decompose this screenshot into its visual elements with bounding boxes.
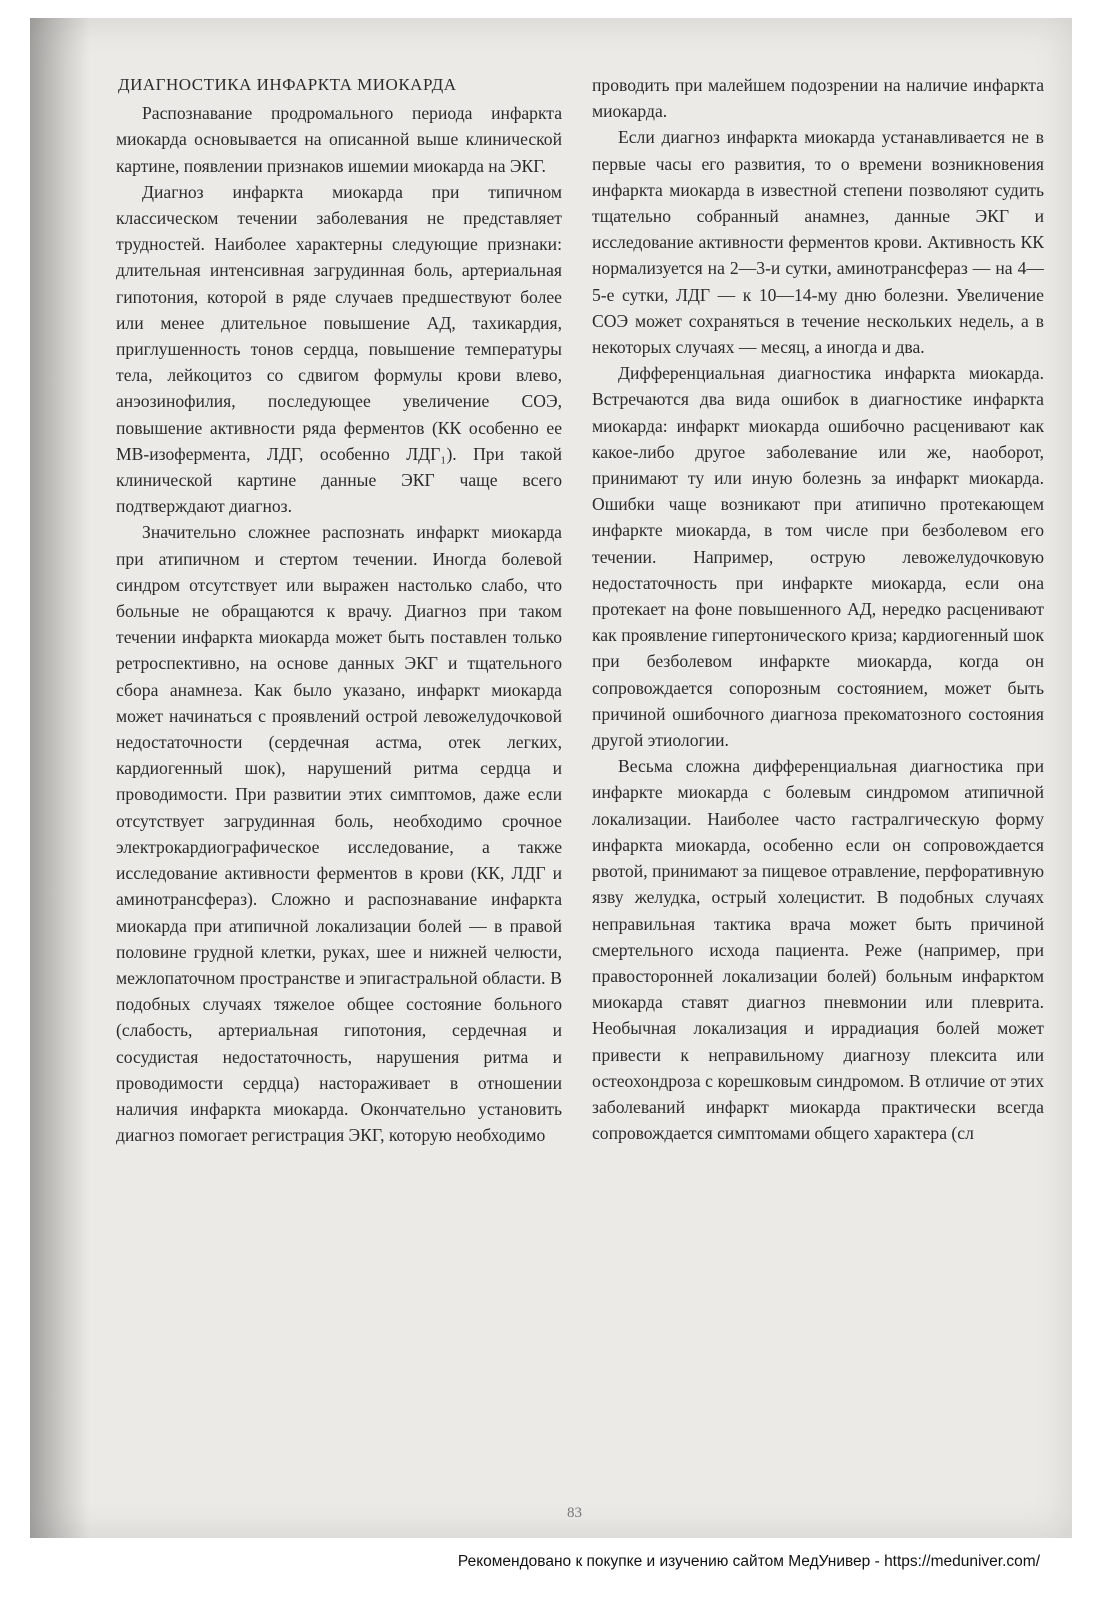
section-heading: ДИАГНОСТИКА ИНФАРКТА МИОКАРДА	[118, 75, 457, 94]
paragraph: Дифференциальная диагностика инфаркта миокарда. Встречаются два вида ошибок в диагностике инфаркта миокарда: инфаркт миокарда ошибочно расценивают как какое-либо другое заболевание или же, наоборот, принимают ту или иную болезнь за инфаркт миокарда. Ошибки чаще возникают при атипично протекающем инфаркте миокарда, в том числе при безболевом его течении. Например, острую левожелудочковую недостаточность при инфаркте миокарда, если она протекает на фоне повышенного АД, нередко расценивают как проявление гипертонического криза; кардиогенный шок при безболевом инфаркте миокарда, когда он сопровождается сопорозным состоянием, может быть причиной ошибочного диагноза прекоматозного состояния другой этиологии.	[592, 363, 1044, 751]
page-spine-shadow	[30, 18, 90, 1538]
right-column	[592, 72, 1044, 1146]
footer-recommendation: Рекомендовано к покупке и изучению сайтом МедУнивер - https://meduniver.com/	[457, 1553, 1040, 1570]
page-number: 83	[567, 1505, 582, 1521]
paragraph: Распознавание продромального периода инфаркта миокарда основывается на описанной выше клинической картине, появлении признаков ишемии миокарда на ЭКГ.	[116, 103, 562, 176]
paragraph: Диагноз инфаркта миокарда при типичном классическом течении заболевания не представляет трудностей. Наиболее характерны следующие признаки: длительная интенсивная загрудинная боль, артериальная гипотония, которой в ряде случаев предшествуют более или менее длительное повышение АД, тахикардия, приглушенность тонов сердца, повышение температуры тела, лейкоцитоз со сдвигом формулы крови влево, анэозинофилия, последующее увеличение СОЭ, повышение активности ряда ферментов (КК особенно ее МВ-изофермента, ЛДГ, особенно ЛДГ₁). При такой клинической картине данные ЭКГ чаще всего подтверждают диагноз.	[116, 181, 562, 517]
left-column	[116, 72, 562, 1148]
paragraph: проводить при малейшем подозрении на наличие инфаркта миокарда.	[592, 75, 1044, 122]
paragraph: Если диагноз инфаркта миокарда устанавливается не в первые часы его развития, то о времени возникновения инфаркта миокарда в известной степени позволяют судить тщательно собранный анамнез, данные ЭКГ и исследование активности ферментов крови. Активность КК нормализуется на 2—3-и сутки, аминотрансфераз — на 4—5-е сутки, ЛДГ — к 10—14-му дню болезни. Увеличение СОЭ может сохраняться в течение нескольких недель, а в некоторых случаях — месяц, а иногда и два.	[592, 127, 1044, 358]
paragraph: Значительно сложнее распознать инфаркт миокарда при атипичном и стертом течении. Иногда болевой синдром отсутствует или выражен настолько слабо, что больные не обращаются к врачу. Диагноз при таком течении инфаркта миокарда может быть поставлен только ретроспективно, на основе данных ЭКГ и тщательного сбора анамнеза. Как было указано, инфаркт миокарда может начинаться с проявлений острой левожелудочковой недостаточности (сердечная астма, отек легких, кардиогенный шок), нарушений ритма сердца и проводимости. При развитии этих симптомов, даже если отсутствует загрудинная боль, необходимо срочное электрокардиографическое исследование, а также исследование активности ферментов в крови (КК, ЛДГ и аминотрансфераз). Сложно и распознавание инфаркта миокарда при атипичной локализации болей — в правой половине грудной клетки, руках, шее и нижней челюсти, межлопаточном пространстве и эпигастральной области. В подобных случаях тяжелое общее состояние больного (слабость, артериальная гипотония, сердечная и сосудистая недостаточность, нарушения ритма и проводимости сердца) настораживает в отношении наличия инфаркта миокарда. Окончательно установить диагноз помогает регистрация ЭКГ, которую необходимо	[116, 522, 562, 1146]
paragraph: Весьма сложна дифференциальная диагностика при инфаркте миокарда с болевым синдромом атипичной локализации. Наиболее часто гастралгическую форму инфаркта миокарда, особенно если он сопровождается рвотой, принимают за пищевое отравление, перфоративную язву желудка, острый холецистит. В подобных случаях неправильная тактика врача может быть причиной смертельного исхода пациента. Реже (например, при правосторонней локализации болей) больным инфарктом миокарда ставят диагноз пневмонии или плеврита. Необычная локализация и иррадиация болей может привести к неправильному диагнозу плексита или остеохондроза с корешковым синдромом. В отличие от этих заболеваний инфаркт миокарда практически всегда сопровождается симптомами общего характера (сл	[592, 756, 1044, 1144]
